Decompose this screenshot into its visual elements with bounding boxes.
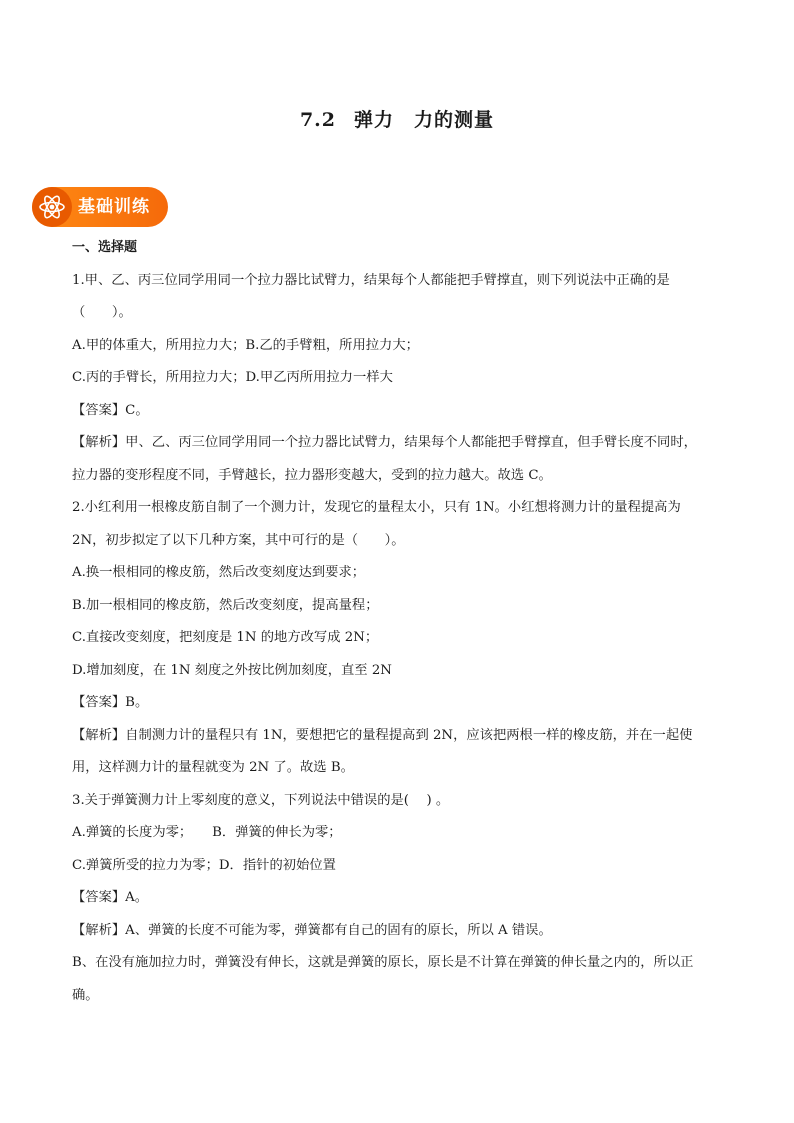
analysis-line: 【解析】自制测力计的量程只有 1N，要想把它的量程提高到 2N，应该把两根一样的橡皮筋，并在一起使 [72,727,693,743]
analysis-line: 【解析】甲、乙、丙三位同学用同一个拉力器比试臂力，结果每个人都能把手臂撑直，但手臂长度不同时， [72,435,697,450]
atom-icon [32,187,72,227]
text-line: 拉力器的变形程度不同，手臂越长，拉力器形变越大，受到的拉力越大。故选 C。 [72,467,552,483]
text-line: D.增加刻度，在 1N 刻度之外按比例加刻度，直至 2N [72,662,392,678]
text-line: 3.关于弹簧测力计上零刻度的意义，下列说法中错误的是( ) 。 [72,792,450,808]
text-line: 确。 [72,987,99,1003]
page-title [0,105,794,132]
text-line: 用，这样测力计的量程就变为 2N 了。故选 B。 [72,760,354,775]
text-line: A.甲的体重大，所用拉力大；B.乙的手臂粗，所用拉力大； [72,337,419,353]
text-line: C.直接改变刻度，把刻度是 1N 的地方改写成 2N； [72,630,379,645]
text-line: 2N，初步拟定了以下几种方案，其中可行的是（ ）。 [72,532,405,548]
badge-label: 基础训练 [78,197,150,217]
text-line: B、在没有施加拉力时，弹簧没有伸长，这就是弹簧的原长，原长是不计算在弹簧的伸长量之内的，所以正 [72,955,694,970]
text-line: C.丙的手臂长，所用拉力大；D.甲乙丙所用拉力一样大 [72,370,393,385]
text-line: A.换一根相同的橡皮筋，然后改变刻度达到要求； [72,565,366,580]
answer-line: 【答案】A。 [72,890,149,905]
title-number: 7.2 [299,109,337,131]
section-heading: 一、选择题 [72,240,138,255]
text-line: C.弹簧所受的拉力为零；D．指针的初始位置 [72,857,336,873]
analysis-line: 【解析】A、弹簧的长度不可能为零，弹簧都有自己的固有的原长，所以 A 错误。 [72,922,552,938]
text-line: A.弹簧的长度为零； B．弹簧的伸长为零； [72,825,342,840]
text-line: 1.甲、乙、丙三位同学用同一个拉力器比试臂力，结果每个人都能把手臂撑直，则下列说法中正确的是 [72,272,670,288]
answer-line: 【答案】B。 [72,695,149,710]
text-line: （ ）。 [72,305,132,320]
section-badge [32,187,168,227]
text-line: 2.小红利用一根橡皮筋自制了一个测力计，发现它的量程太小，只有 1N。小红想将测力计的量程提高为 [72,500,681,515]
question-content [72,232,722,1012]
title-text: 弹力 力的测量 [354,109,495,131]
answer-line: 【答案】C。 [72,402,149,418]
text-line: B.加一根相同的橡皮筋，然后改变刻度，提高量程； [72,597,379,613]
